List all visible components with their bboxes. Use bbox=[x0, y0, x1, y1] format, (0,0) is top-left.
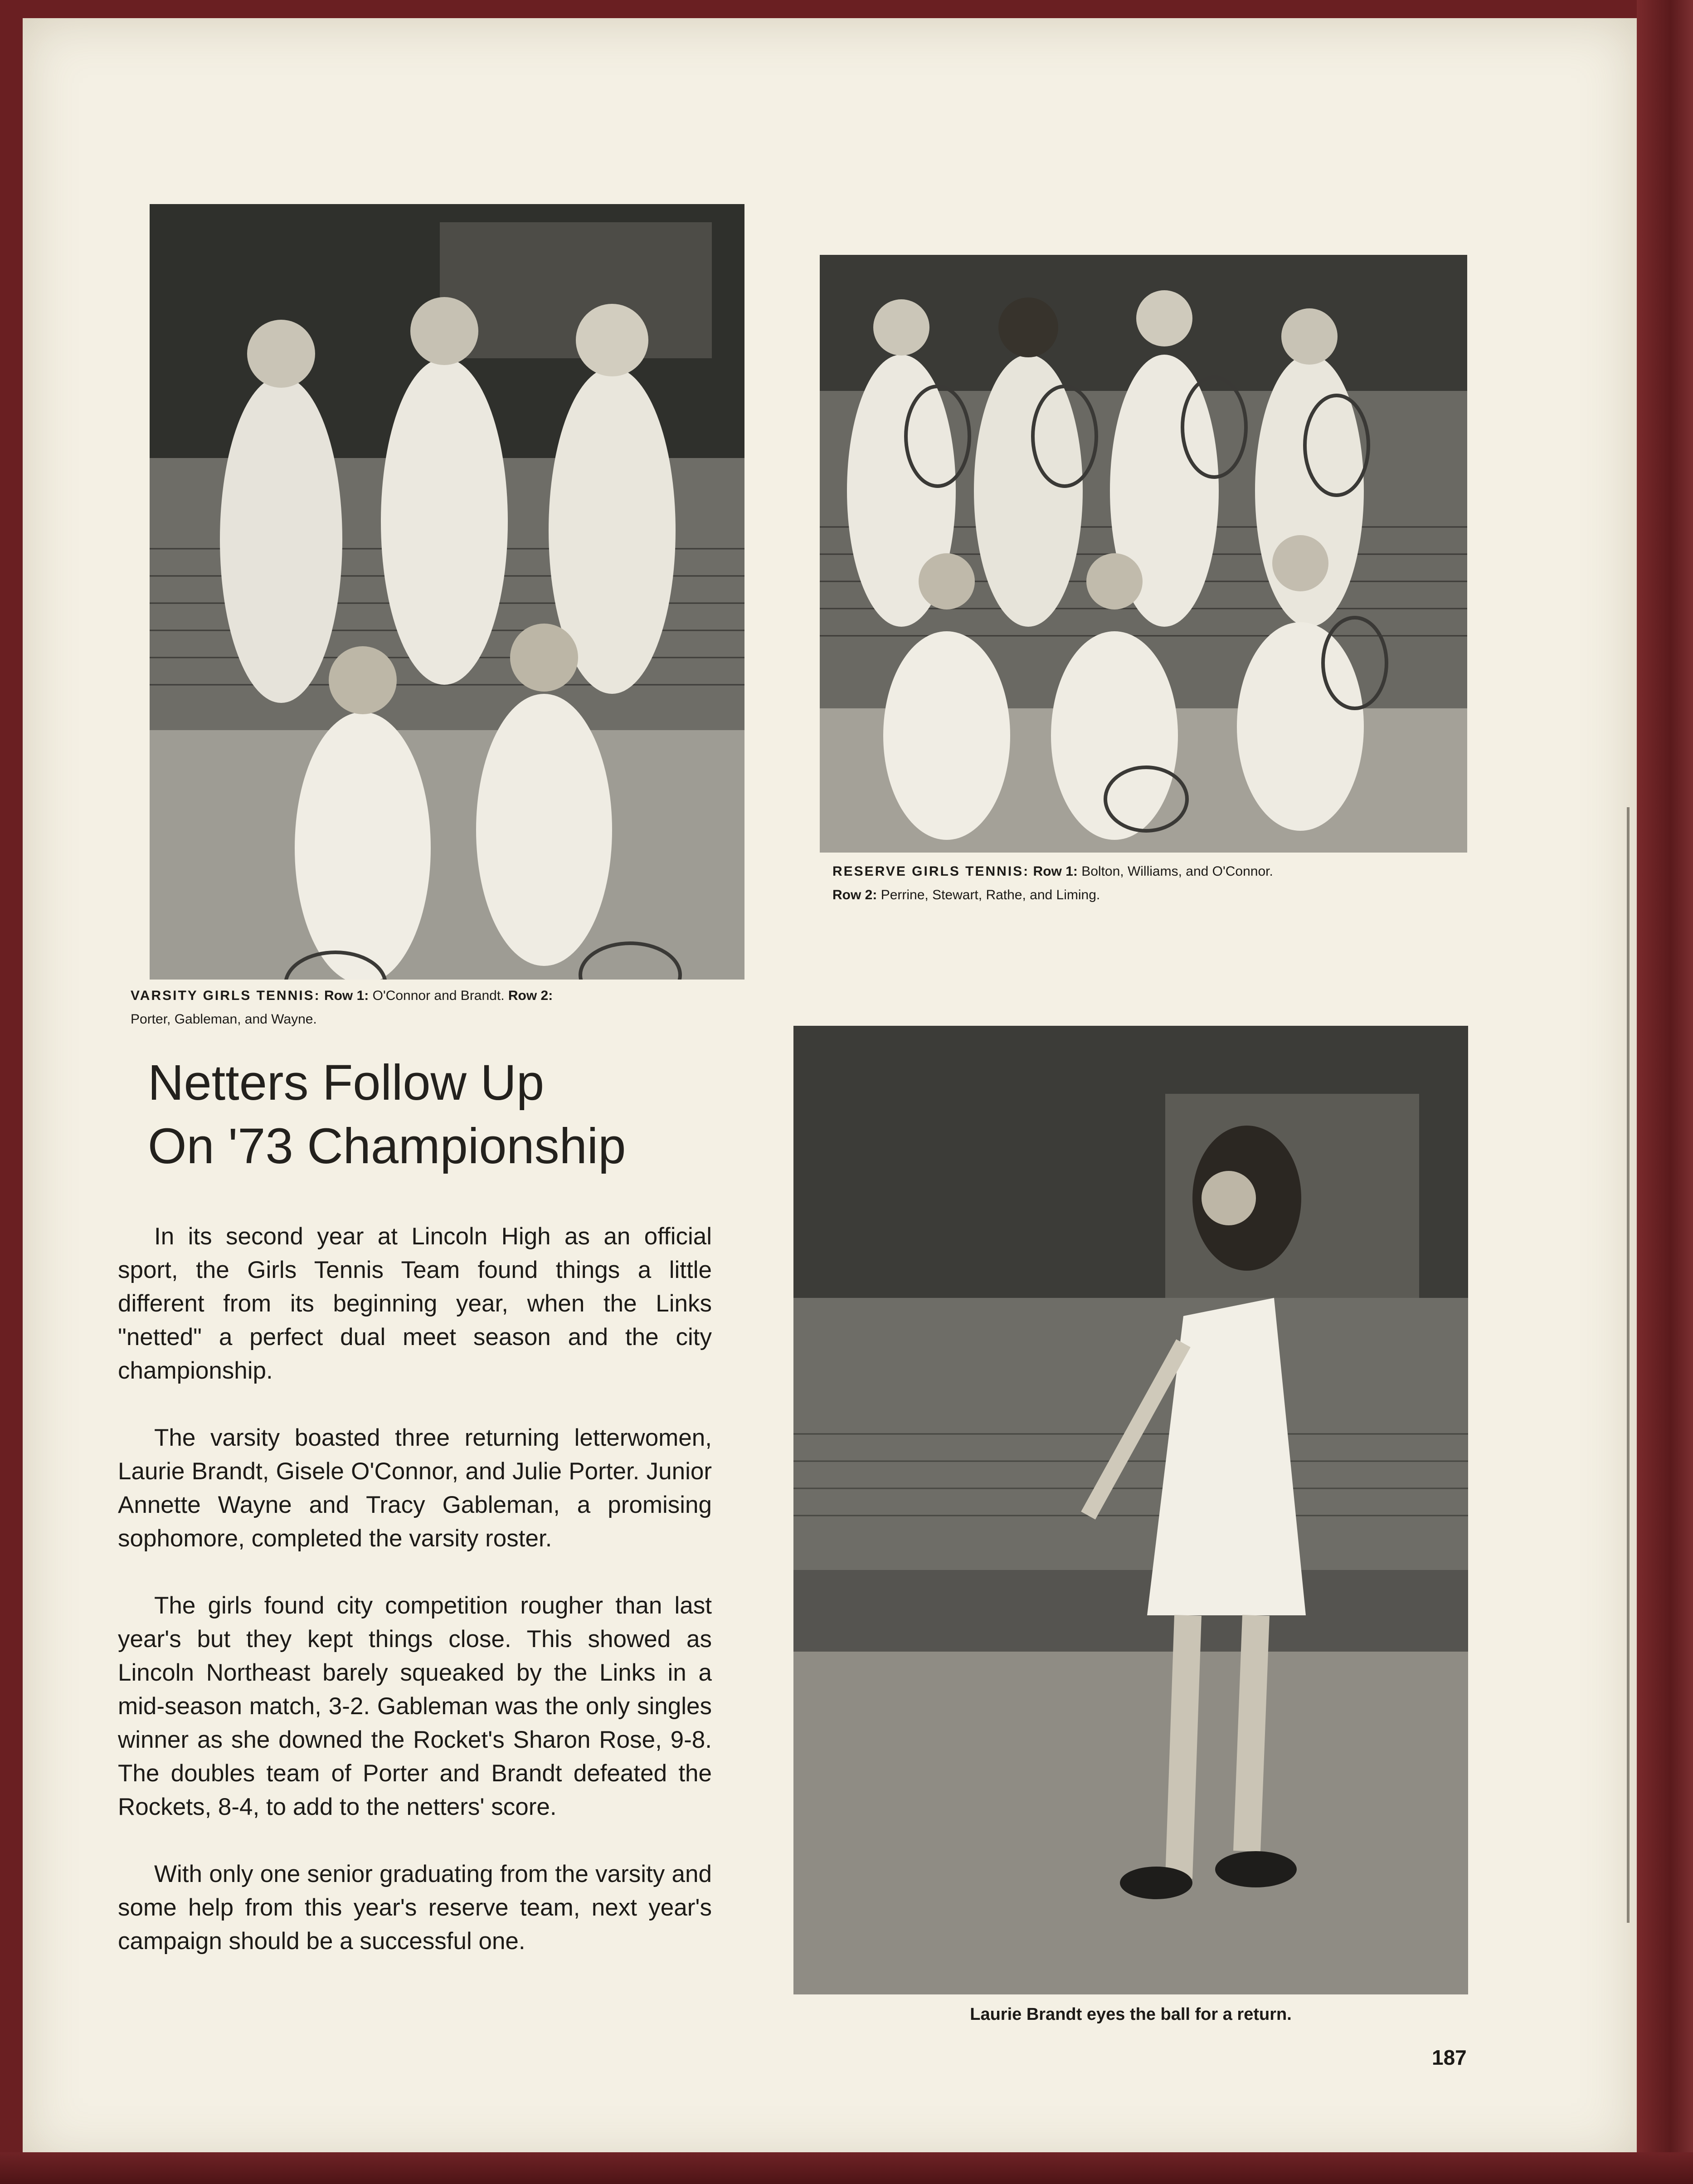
reserve-team-photo bbox=[820, 255, 1467, 853]
page-number: 187 bbox=[1432, 2046, 1467, 2069]
varsity-row2-names: Porter, Gableman, and Wayne. bbox=[131, 1012, 317, 1027]
action-photo bbox=[793, 1026, 1468, 1994]
varsity-team-photo bbox=[150, 204, 744, 980]
varsity-caption-lead: VARSITY GIRLS TENNIS: bbox=[131, 988, 321, 1003]
reserve-row1-label: Row 1: bbox=[1033, 864, 1078, 879]
page-edge bbox=[0, 2152, 1693, 2184]
headline-line-2: On '73 Championship bbox=[148, 1118, 626, 1174]
varsity-caption bbox=[131, 984, 765, 1031]
varsity-row1-label: Row 1: bbox=[324, 988, 369, 1003]
article-body bbox=[118, 1220, 712, 1992]
varsity-row2-label: Row 2: bbox=[508, 988, 553, 1003]
article-paragraph: The girls found city competition rougher than last year's but they kept things close. This showed as Lincoln Northeast barely squeaked by the Links in a mid-season match, 3-2. Gableman was the only singles winner as she downed the Rocket's Sharon Rose, 9-8. The doubles team of Porter and Brandt defeated the Rockets, 8-4, to add to the netters' score. bbox=[118, 1592, 712, 1820]
reserve-row2-names: Perrine, Stewart, Rathe, and Liming. bbox=[881, 887, 1100, 902]
article-headline bbox=[148, 1051, 783, 1178]
article-paragraph: The varsity boasted three returning letterwomen, Laurie Brandt, Gisele O'Connor, and Julie Porter. Junior Annette Wayne and Tracy Gableman, a promising sophomore, completed the varsity roster. bbox=[118, 1424, 712, 1552]
varsity-row1-names: O'Connor and Brandt. bbox=[372, 988, 505, 1003]
article-paragraph: With only one senior graduating from the varsity and some help from this year's reserve team, next year's campaign should be a successful one. bbox=[118, 1861, 712, 1955]
reserve-caption-lead: RESERVE GIRLS TENNIS: bbox=[832, 864, 1030, 879]
action-photo-caption-text: Laurie Brandt eyes the ball for a return. bbox=[970, 2005, 1292, 2024]
reserve-caption bbox=[832, 860, 1467, 907]
action-photo-caption bbox=[793, 2003, 1468, 2026]
reserve-row2-label: Row 2: bbox=[832, 887, 877, 902]
headline-line-1: Netters Follow Up bbox=[148, 1055, 545, 1111]
article-paragraph: In its second year at Lincoln High as an official sport, the Girls Tennis Team found things a little different from its beginning year, when the Links "netted" a perfect dual meet season and the city championship. bbox=[118, 1223, 712, 1384]
reserve-row1-names: Bolton, Williams, and O'Connor. bbox=[1081, 864, 1273, 879]
book-binding bbox=[1637, 0, 1693, 2184]
margin-rule bbox=[1627, 807, 1630, 1923]
